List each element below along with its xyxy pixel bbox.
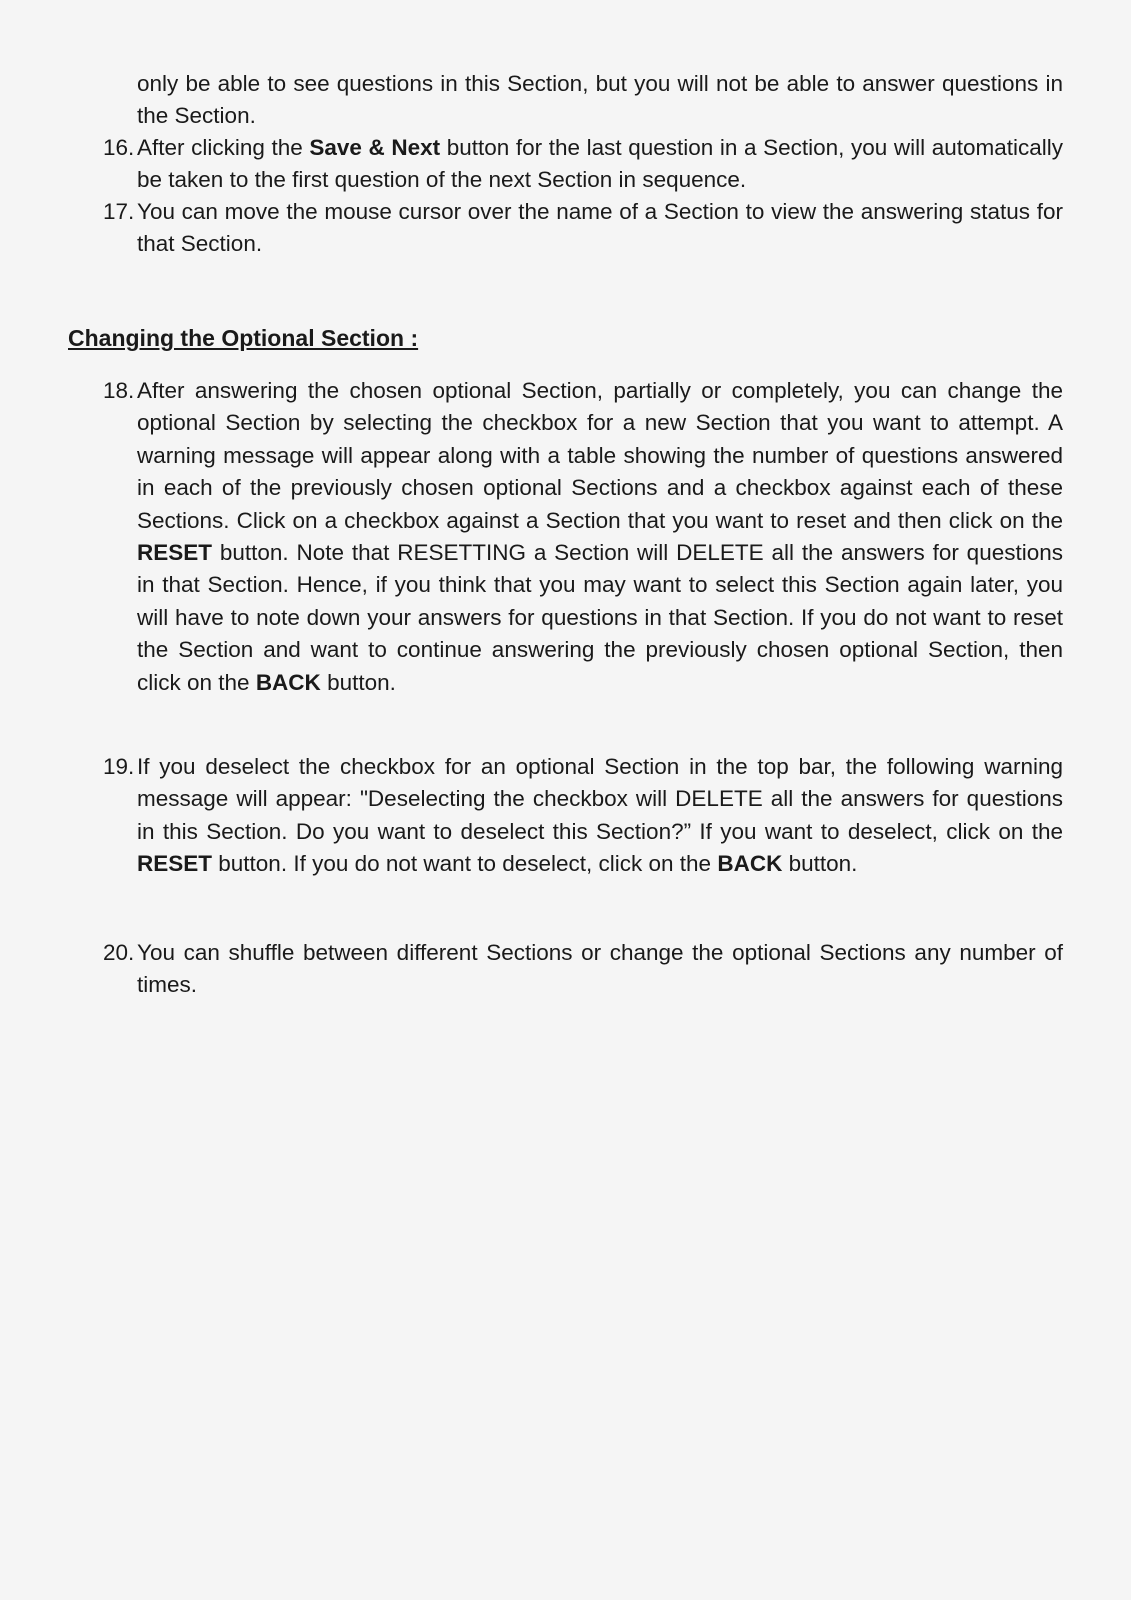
save-next-label: Save & Next	[309, 135, 441, 160]
list-item-text: After answering the chosen optional Section, partially or completely, you can change the optional Section by selecting the checkbox for a new Section that you want to attempt. A warning message will appear along with a table showing the number of questions answered in each of the previously chosen optional Sections and a checkbox against each of these Sections. Click on a checkbox against a Section that you want to reset and then click on the RESET button. Note that RESETTING a Section will DELETE all the answers for questions in that Section. Hence, if you think that you may want to select this Section again later, you will have to note down your answers for questions in that Section. If you do not want to reset the Section and want to continue answering the previously chosen optional Section, then click on the BACK button.	[137, 378, 1063, 695]
reset-label: RESET	[137, 540, 213, 566]
reset-label: RESET	[137, 851, 213, 877]
continuation-paragraph: only be able to see questions in this Section, but you will not be able to answer questions in the Section.	[137, 71, 1063, 129]
list-item-text: After clicking the Save & Next button for the last question in a Section, you will automatically be taken to the first question of the next Section in sequence.	[137, 135, 1063, 193]
list-item-number: 19.	[103, 754, 135, 779]
list-item-text: If you deselect the checkbox for an optional Section in the top bar, the following warning message will appear: "Deselecting the checkbox will DELETE all the answers for questions in this Section. Do you want to deselect this Section?” If you want to deselect, click on the RESET button. If you do not want to deselect, click on the BACK button.	[137, 754, 1063, 877]
list-item-17	[103, 196, 1063, 261]
list-item-number: 16.	[103, 135, 135, 160]
list-item-20	[103, 937, 1063, 1002]
back-label: BACK	[717, 851, 783, 877]
list-item-number: 18.	[103, 378, 135, 403]
list-item-18	[103, 375, 1063, 699]
back-label: BACK	[255, 669, 321, 695]
list-item-19	[103, 751, 1063, 881]
list-item-text: You can move the mouse cursor over the name of a Section to view the answering status for that Section.	[137, 199, 1063, 257]
list-item-16	[103, 132, 1063, 197]
section-heading: Changing the Optional Section :	[68, 325, 419, 351]
list-item-number: 20.	[103, 940, 135, 965]
list-item-number: 17.	[103, 199, 135, 224]
list-item-text: You can shuffle between different Sections or change the optional Sections any number of times.	[137, 940, 1063, 998]
